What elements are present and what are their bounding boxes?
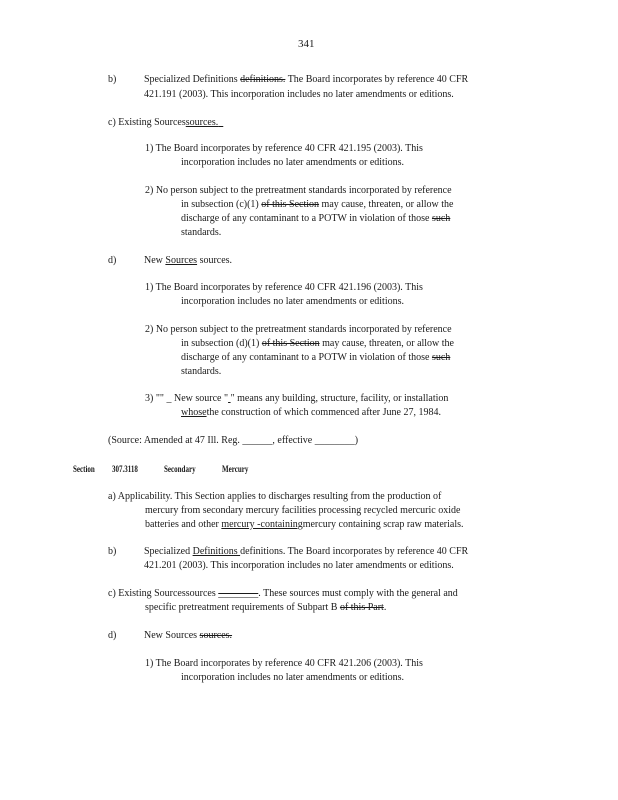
c-item-2-line-2: in subsection (c)(1) of this Section may cause, threaten, or allow the xyxy=(181,199,454,210)
b2-label: b) xyxy=(108,546,117,557)
d-item-1-line-1: 1) The Board incorporates by reference 40 CFR 421.196 (2003). This xyxy=(145,282,423,293)
c2-line-1: c) Existing Sourcessources ________. These sources must comply with the general and xyxy=(108,588,458,599)
c-item-1-line-1: 1) The Board incorporates by reference 40 CFR 421.195 (2003). This xyxy=(145,143,423,154)
blank-effective: ________ xyxy=(314,435,355,446)
c-item-2-line-4: standards. xyxy=(181,227,222,238)
deleted-text: definitions. xyxy=(240,74,286,85)
section-title-1: Secondary xyxy=(164,464,196,474)
inserted-text: mercury -containing xyxy=(221,519,303,530)
source-note: (Source: Amended at 47 Ill. Reg. ______, effective ________) xyxy=(108,435,359,446)
d-heading: New Sources sources. xyxy=(144,255,233,266)
d-label: d) xyxy=(108,255,117,266)
deleted-text: sources. xyxy=(199,630,233,641)
deleted-text: ________ xyxy=(218,588,259,599)
deleted-text: of this Section xyxy=(261,199,320,210)
d-item-2-line-4: standards. xyxy=(181,366,222,377)
d2-item-1-line-2: incorporation includes no later amendments or editions. xyxy=(181,672,404,683)
d2-label: d) xyxy=(108,630,117,641)
b-line-1: Specialized Definitions definitions. The Board incorporates by reference 40 CFR xyxy=(144,74,469,85)
deleted-text: such xyxy=(431,352,451,363)
d-item-2-line-1: 2) No person subject to the pretreatment standards incorporated by reference xyxy=(145,324,452,335)
d-item-1-line-2: incorporation includes no later amendments or editions. xyxy=(181,296,404,307)
d2-item-1-line-1: 1) The Board incorporates by reference 40 CFR 421.206 (2003). This xyxy=(145,658,423,669)
a-line-3: batteries and other mercury -containingmercury containing scrap raw materials. xyxy=(145,519,464,530)
section-number: 307.3118 xyxy=(112,464,138,474)
b2-line-1: Specialized Definitions definitions. The Board incorporates by reference 40 CFR xyxy=(144,546,469,557)
deleted-text: such xyxy=(431,213,451,224)
inserted-text: Sources xyxy=(165,255,198,266)
inserted-text: Definitions xyxy=(192,546,241,557)
inserted-text: sources. xyxy=(185,117,219,128)
a-line-1: a) Applicability. This Section applies to discharges resulting from the production of xyxy=(108,491,442,502)
d-item-3-line-2: whosethe construction of which commenced after June 27, 1984. xyxy=(181,407,441,418)
blank-reg: ______ xyxy=(242,435,273,446)
inserted-text: whose xyxy=(181,407,207,418)
d-item-2-line-2: in subsection (d)(1) of this Section may cause, threaten, or allow the xyxy=(181,338,454,349)
deleted-text: of this Section xyxy=(261,338,320,349)
b2-line-2: 421.201 (2003). This incorporation includes no later amendments or editions. xyxy=(144,560,454,571)
a-line-2: mercury from secondary mercury facilities processing recycled mercuric oxide xyxy=(145,505,461,516)
d-item-2-line-3: discharge of any contaminant to a POTW in violation of those such xyxy=(181,352,451,363)
d2-heading: New Sources sources. xyxy=(144,630,233,641)
c-item-2-line-1: 2) No person subject to the pretreatment standards incorporated by reference xyxy=(145,185,452,196)
deleted-text: of this Part xyxy=(339,602,384,613)
d-item-3-line-1: 3) "" _ New source " " means any building, structure, facility, or installation xyxy=(145,393,449,404)
c-item-1-line-2: incorporation includes no later amendments or editions. xyxy=(181,157,404,168)
b-label: b) xyxy=(108,74,117,85)
c-heading: c) Existing Sourcessources. xyxy=(108,117,219,128)
b-line-2: 421.191 (2003). This incorporation includes no later amendments or editions. xyxy=(144,89,454,100)
section-label: Section xyxy=(73,464,95,474)
page-number: 341 xyxy=(298,38,315,50)
section-title-2: Mercury xyxy=(222,464,249,474)
c-item-2-line-3: discharge of any contaminant to a POTW in violation of those such xyxy=(181,213,451,224)
c2-line-2: specific pretreatment requirements of Subpart B of this Part. xyxy=(145,602,387,613)
